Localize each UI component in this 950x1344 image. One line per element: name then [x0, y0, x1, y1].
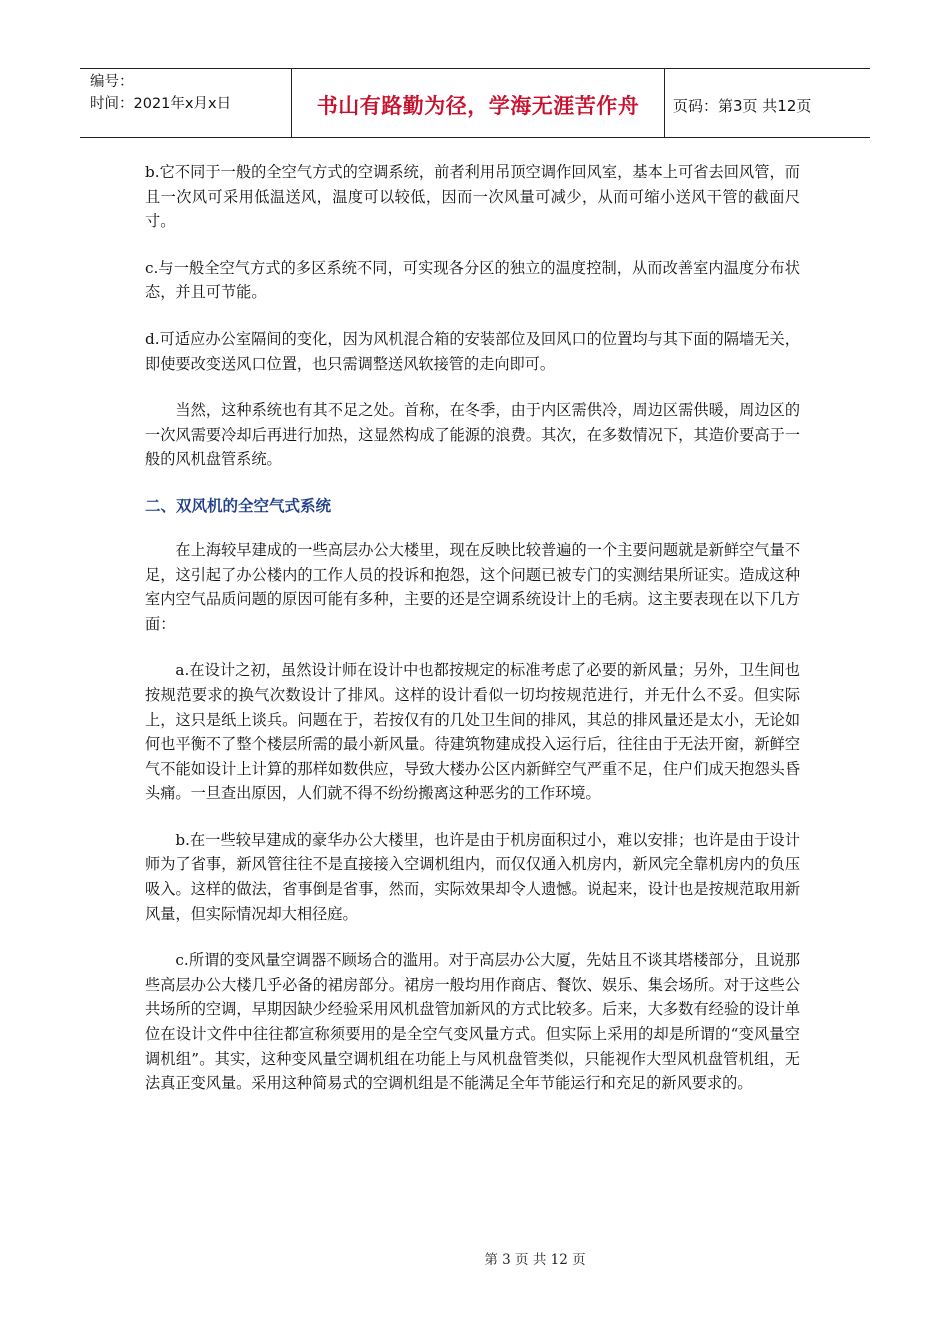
- document-number-label: 编号：: [90, 74, 134, 90]
- paragraph-c-advantage: c.与一般全空气方式的多区系统不同，可实现各分区的独立的温度控制，从而改善室内温度分布状态，并且可节能。: [145, 258, 800, 302]
- document-body: [145, 160, 800, 1118]
- paragraph-c-problem: c.所谓的变风量空调器不顾场合的滥用。对于高层办公大厦，先姑且不谈其塔楼部分，且说那些高层办公大楼几乎必备的裙房部分。裙房一般均用作商店、餐饮、娱乐、集会场所。对于这些公共场所的空调，早期因缺少经验采用风机盘管加新风的方式比较多。后来，大多数有经验的设计单位在设计文件中往往都宣称须要用的是全空气变风量方式。但实际上采用的却是所谓的“变风量空调机组”。其实，这种变风量空调机组在功能上与风机盘管类似，只能视作大型风机盘管机组，无法真正变风量。采用这种简易式的空调机组是不能满足全年节能运行和充足的新风要求的。: [145, 951, 800, 1093]
- paragraph-d-advantage: d.可适应办公室隔间的变化，因为风机混合箱的安装部位及回风口的位置均与其下面的隔墙无关，即使要改变送风口位置，也只需调整送风软接管的走向即可。: [145, 329, 800, 373]
- page-header: [80, 68, 870, 138]
- page-footer: 第 3 页 共 12 页: [484, 1252, 586, 1268]
- paragraph-b-advantage: b.它不同于一般的全空气方式的空调系统，前者利用吊顶空调作回风室，基本上可省去回风管，而且一次风可采用低温送风，温度可以较低，因而一次风量可减少，从而可缩小送风干管的截面尺寸。: [145, 163, 800, 231]
- document-date: 时间：2021年x月x日: [90, 96, 232, 112]
- paragraph-a-problem: a.在设计之初，虽然设计师在设计中也都按规定的标准考虑了必要的新风量；另外，卫生间也按规范要求的换气次数设计了排风。这样的设计看似一切均按规范进行，并无什么不妥。但实际上，这只是纸上谈兵。问题在于，若按仅有的几处卫生间的排风，其总的排风量还是太小，无论如何也平衡不了整个楼层所需的最小新风量。待建筑物建成投入运行后，往往由于无法开窗，新鲜空气不能如设计上计算的那样如数供应，导致大楼办公区内新鲜空气严重不足，住户们成天抱怨头昏头痛。一旦查出原因，人们就不得不纷纷搬离这种恶劣的工作环境。: [145, 661, 800, 803]
- header-motto: 书山有路勤为径，学海无涯苦作舟: [292, 69, 665, 137]
- paragraph-intro: 在上海较早建成的一些高层办公大楼里，现在反映比较普遍的一个主要问题就是新鲜空气量不足，这引起了办公楼内的工作人员的投诉和抱怨，这个问题已被专门的实测结果所证实。造成这种室内空气品质问题的原因可能有多种，主要的还是空调系统设计上的毛病。这主要表现在以下几方面：: [145, 540, 800, 633]
- header-page-info: 页码：第3页 共12页: [673, 96, 812, 115]
- paragraph-drawbacks: 当然，这种系统也有其不足之处。首称，在冬季，由于内区需供冷，周边区需供暖，周边区的一次风需要冷却后再进行加热，这显然构成了能源的浪费。其次，在多数情况下，其造价要高于一般的风机盘管系统。: [145, 401, 800, 469]
- section-heading: 二、双风机的全空气式系统: [145, 496, 332, 515]
- paragraph-b-problem: b.在一些较早建成的豪华办公大楼里，也许是由于机房面积过小，难以安排；也许是由于设计师为了省事，新风管往往不是直接接入空调机组内，而仅仅通入机房内，新风完全靠机房内的负压吸入。这样的做法，省事倒是省事，然而，实际效果却令人遗憾。说起来，设计也是按规范取用新风量，但实际情况却大相径庭。: [145, 830, 800, 923]
- header-meta: [80, 69, 292, 137]
